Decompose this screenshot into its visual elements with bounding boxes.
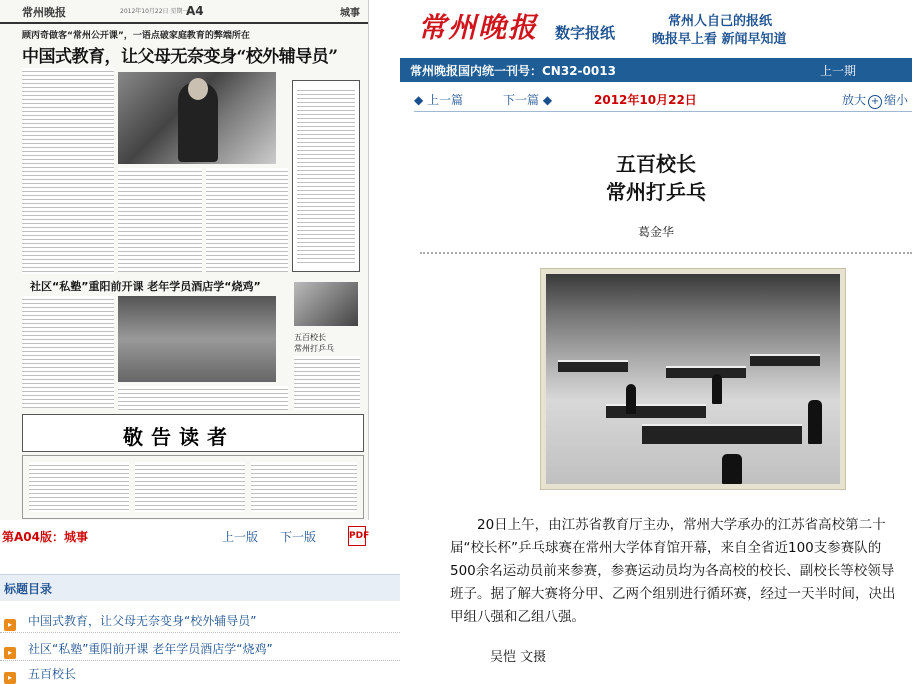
issue-date: 2012年10月22日 <box>594 93 697 107</box>
paper-text-block[interactable] <box>22 296 114 408</box>
paper-text-block[interactable] <box>118 386 288 410</box>
next-article-label: 下一篇 <box>503 93 540 107</box>
toc-item-label[interactable]: 中国式教育，让父母无奈变身“校外辅导员” <box>28 614 257 628</box>
photo-table <box>750 354 820 366</box>
prev-article-label: 上一篇 <box>427 93 464 107</box>
prev-article-link[interactable] <box>414 91 463 108</box>
dotted-divider <box>420 252 912 254</box>
article-title-line1: 五百校长 <box>616 152 696 176</box>
paper-header-small: 2012年10月22日 星期一 <box>120 8 189 15</box>
photo-table <box>642 424 802 444</box>
paper-thumb-caption[interactable]: 五百校长 常州打乒乓 <box>294 333 334 353</box>
photo-spectator <box>722 454 742 484</box>
toc-item-label[interactable]: 社区“私塾”重阳前开课 老年学员酒店学“烧鸡” <box>28 642 273 656</box>
bullet-icon: ▸ <box>4 619 16 631</box>
divider <box>414 111 912 112</box>
paper-notice-box[interactable] <box>22 414 364 452</box>
zoom-in-button[interactable] <box>842 91 882 109</box>
paper-footer-ads[interactable] <box>22 455 364 519</box>
paper-photo-seniors[interactable] <box>118 296 276 382</box>
paper-headline1-sub[interactable]: 顾丙奇做客“常州公开课”，一语点破家庭教育的弊端所在 <box>22 31 250 41</box>
article-byline: 吴恺 文摄 <box>490 650 547 665</box>
photo-table <box>558 360 628 372</box>
paper-photo-speaker[interactable] <box>118 72 276 164</box>
paper-sidebar-box[interactable] <box>292 80 360 272</box>
bullet-icon: ▸ <box>4 647 16 659</box>
next-article-link[interactable] <box>503 91 552 108</box>
paper-text-block <box>135 462 245 512</box>
pdf-icon[interactable]: PDF <box>348 526 366 546</box>
paper-text-block <box>251 462 357 512</box>
paper-text-block <box>29 462 129 512</box>
prev-issue-link[interactable]: 上一期 <box>820 64 857 78</box>
bullet-icon: ▸ <box>4 672 16 684</box>
page-nav-bar <box>0 522 400 550</box>
brand-logo[interactable]: 常州晚报 <box>418 11 539 44</box>
toc-divider <box>0 660 400 661</box>
triangle-right-icon: ◆ <box>539 93 553 107</box>
slogan-line1: 常州人自己的报纸 <box>668 14 773 29</box>
zoom-out-button[interactable]: 缩小 <box>884 93 909 107</box>
toc-item-label[interactable]: 五百校长 <box>28 667 77 681</box>
triangle-left-icon: ◆ <box>414 93 428 107</box>
toc-header <box>0 574 400 601</box>
article-nav <box>400 88 912 108</box>
slogan-line2: 晚报早上看 新闻早知道 <box>652 32 787 47</box>
paper-header <box>0 0 368 24</box>
prev-page-link[interactable]: 上一版 <box>222 530 259 544</box>
paper-text-block[interactable] <box>294 356 360 410</box>
toc-item[interactable] <box>4 640 273 659</box>
paper-logo: 常州晚报 <box>22 6 66 19</box>
next-page-link[interactable]: 下一版 <box>280 530 317 544</box>
article-title-line2: 常州打乒乓 <box>606 180 706 204</box>
zoom-in-label: 放大 <box>842 93 867 107</box>
paper-text-block[interactable] <box>22 68 114 274</box>
article-author: 葛金华 <box>637 225 674 239</box>
paper-page-number: A4 <box>186 4 204 18</box>
photo-player <box>626 384 636 414</box>
paper-thumb-pingpong[interactable] <box>294 282 358 326</box>
article-body: 20日上午，由江苏省教育厅主办，常州大学承办的江苏省高校第二十届“校长杯”乒乓球赛在常州大学体育馆开幕，来自全省近100支参赛队的500余名运动员前来参赛，参赛运动员均为各高校的校长、副校长等校领导班子。据了解大赛将分甲、乙两个组别进行循环赛，经过一天半时间，决出甲组八强和乙组八强。 <box>450 517 896 625</box>
photo-table <box>666 366 746 378</box>
photo-player <box>808 400 822 444</box>
photo-player <box>712 374 722 404</box>
article-photo-pingpong <box>546 274 840 484</box>
issue-bar <box>400 58 912 82</box>
paper-section: 城事 <box>340 8 360 19</box>
paper-headline2[interactable]: 社区“私塾”重阳前开课 老年学员酒店学“烧鸡” <box>30 280 261 293</box>
photo-table <box>606 404 706 418</box>
page-version-label: 第A04版：城事 <box>2 530 88 544</box>
brand-subtitle: 数字报纸 <box>555 24 616 42</box>
article-photo-frame <box>540 268 846 490</box>
left-panel <box>0 0 400 680</box>
paper-text-block <box>297 87 355 263</box>
speaker-face <box>188 78 208 100</box>
paper-text-block[interactable] <box>206 168 288 272</box>
toc-item[interactable] <box>4 665 76 684</box>
paper-text-block[interactable] <box>118 168 202 272</box>
newspaper-page-image[interactable] <box>0 0 369 520</box>
toc-divider <box>0 632 400 633</box>
toc-item[interactable] <box>4 612 256 631</box>
cn-number: 常州晚报国内统一刊号：CN32-0013 <box>410 64 616 78</box>
paper-notice-title: 敬告读者 <box>123 425 235 449</box>
paper-headline1[interactable]: 中国式教育，让父母无奈变身“校外辅导员” <box>22 47 338 67</box>
right-panel <box>400 0 912 680</box>
plus-icon: + <box>868 95 882 109</box>
toc-title: 标题目录 <box>4 582 53 596</box>
